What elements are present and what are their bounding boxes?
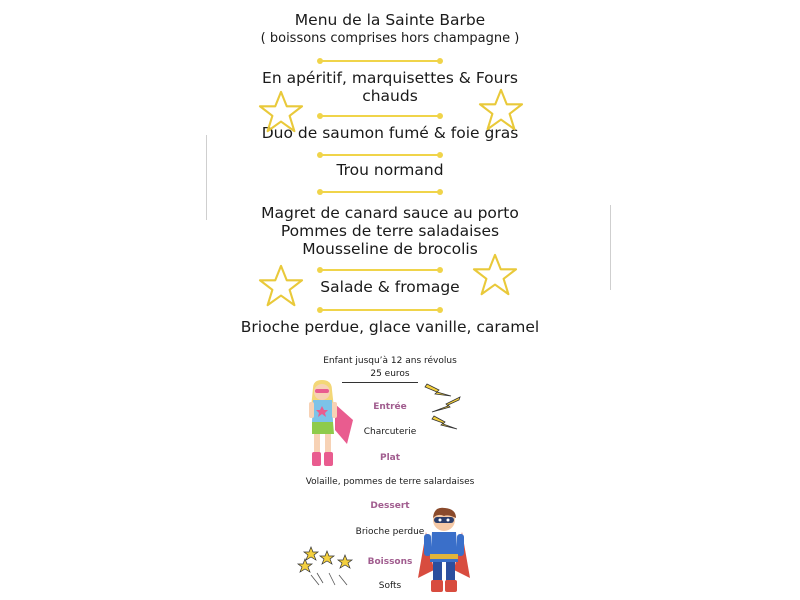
- divider: [320, 309, 440, 311]
- kids-item-entree: Charcuterie: [363, 427, 417, 437]
- aperitif-line-1: En apéritif, marquisettes & Fours: [262, 69, 518, 87]
- lightning-icon: [432, 414, 460, 432]
- main-course-line-1: Magret de canard sauce au porto: [261, 204, 519, 222]
- scan-edge-left: [206, 135, 207, 220]
- star-icon: [297, 545, 359, 587]
- star-icon: [472, 253, 518, 297]
- kids-heading-plat: Plat: [379, 453, 401, 463]
- kids-heading-entree: Entrée: [373, 402, 407, 412]
- aperitif-line-2: chauds: [362, 87, 418, 105]
- star-icon: [258, 264, 304, 308]
- superhero-boy-illustration: [416, 508, 472, 594]
- kids-item-dessert: Brioche perdue: [355, 527, 425, 537]
- kids-price: 25 euros: [370, 369, 410, 379]
- menu-subtitle: ( boissons comprises hors champagne ): [260, 31, 520, 46]
- divider: [320, 60, 440, 62]
- trou-normand: Trou normand: [336, 161, 444, 179]
- kids-heading-boissons: Boissons: [367, 557, 413, 567]
- kids-heading-dessert: Dessert: [370, 501, 410, 511]
- main-course-line-2: Pommes de terre saladaises: [280, 222, 500, 240]
- cheese-course: Salade & fromage: [320, 278, 460, 296]
- divider: [320, 269, 440, 271]
- superhero-girl-illustration: [305, 382, 355, 470]
- kids-item-boissons: Softs: [378, 581, 402, 591]
- star-icon: [478, 88, 524, 132]
- lightning-icon: [430, 395, 462, 415]
- starter-course: Duo de saumon fumé & foie gras: [261, 124, 519, 142]
- scan-edge-right: [610, 205, 611, 290]
- divider: [320, 191, 440, 193]
- main-course-line-3: Mousseline de brocolis: [302, 240, 478, 258]
- menu-title: Menu de la Sainte Barbe: [294, 11, 486, 29]
- star-icon: [258, 90, 304, 134]
- divider: [320, 154, 440, 156]
- kids-title: Enfant jusqu’à 12 ans révolus: [323, 356, 457, 366]
- dessert-course: Brioche perdue, glace vanille, caramel: [240, 318, 540, 336]
- divider: [320, 115, 440, 117]
- kids-item-plat: Volaille, pommes de terre salardaises: [305, 477, 475, 487]
